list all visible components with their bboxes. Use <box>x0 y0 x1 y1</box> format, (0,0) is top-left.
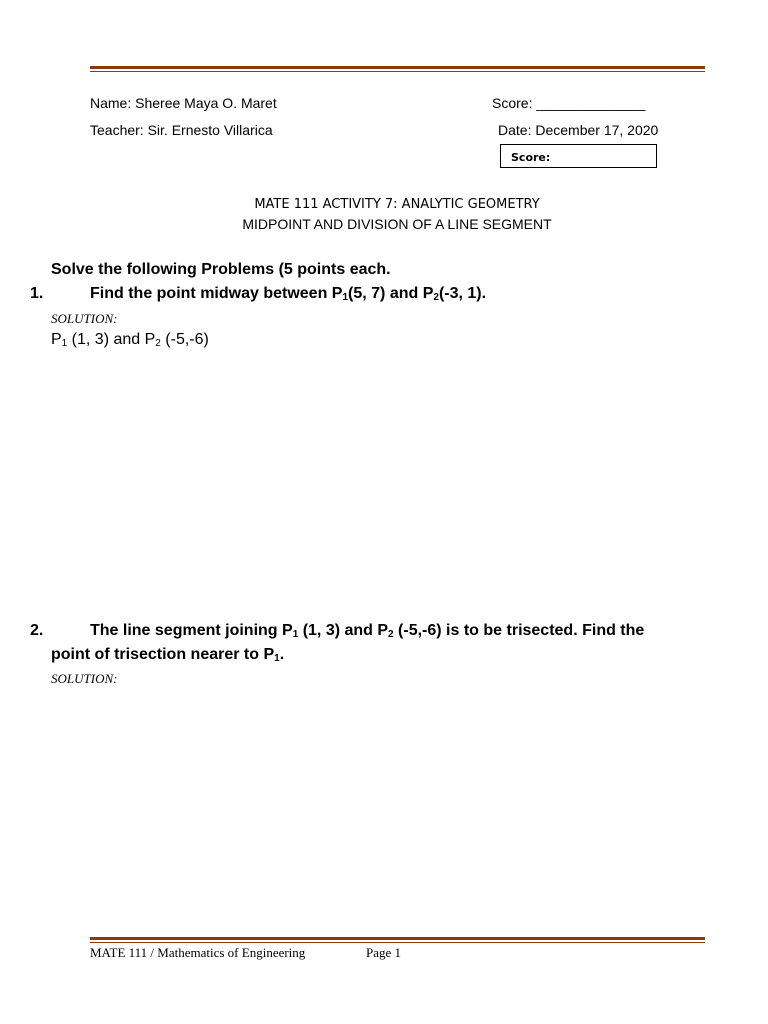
activity-title: MATE 111 ACTIVITY 7: ANALYTIC GEOMETRY <box>254 197 540 212</box>
problem-1-solution-label: SOLUTION: <box>51 311 118 326</box>
problem-2-solution-label: SOLUTION: <box>51 671 118 686</box>
footer-page-number: Page 1 <box>366 945 402 960</box>
header-rule-thin <box>90 71 705 72</box>
problem-1-text: Find the point midway between $P_1(5$, 7) and $P_2(-3$, 1). <box>90 285 487 303</box>
problem-2-text: The line segment joining $P_1$ (1, 3) and $P_2$ (-5,-6) is to be trisected. Find the <box>90 622 645 640</box>
problem-1-number: 1. <box>30 285 44 302</box>
instructions: Solve the following Problems (5 points each. <box>51 261 391 278</box>
footer-rule-thin <box>90 942 705 943</box>
footer-rule-thick <box>90 937 705 940</box>
header-rule-thick <box>90 66 705 69</box>
activity-subtitle: MIDPOINT AND DIVISION OF A LINE SEGMENT <box>242 216 552 232</box>
date: Date: December 17, 2020 <box>498 122 659 138</box>
score-box: Score: <box>500 144 657 168</box>
problem-2-number: 2. <box>30 622 44 639</box>
score-line: Score: ______________ <box>492 95 646 111</box>
student-name: Name: Sheree Maya O. Maret <box>90 95 277 111</box>
teacher-name: Teacher: Sir. Ernesto Villarica <box>90 122 273 138</box>
footer-course: MATE 111 / Mathematics of Engineering <box>90 945 306 960</box>
problem-2-text-line2: point of trisection nearer to $P_1$. <box>51 646 285 664</box>
problem-1-answer: $P_1$ (1, 3) and $P_2$ (-5,-6) <box>51 331 209 349</box>
